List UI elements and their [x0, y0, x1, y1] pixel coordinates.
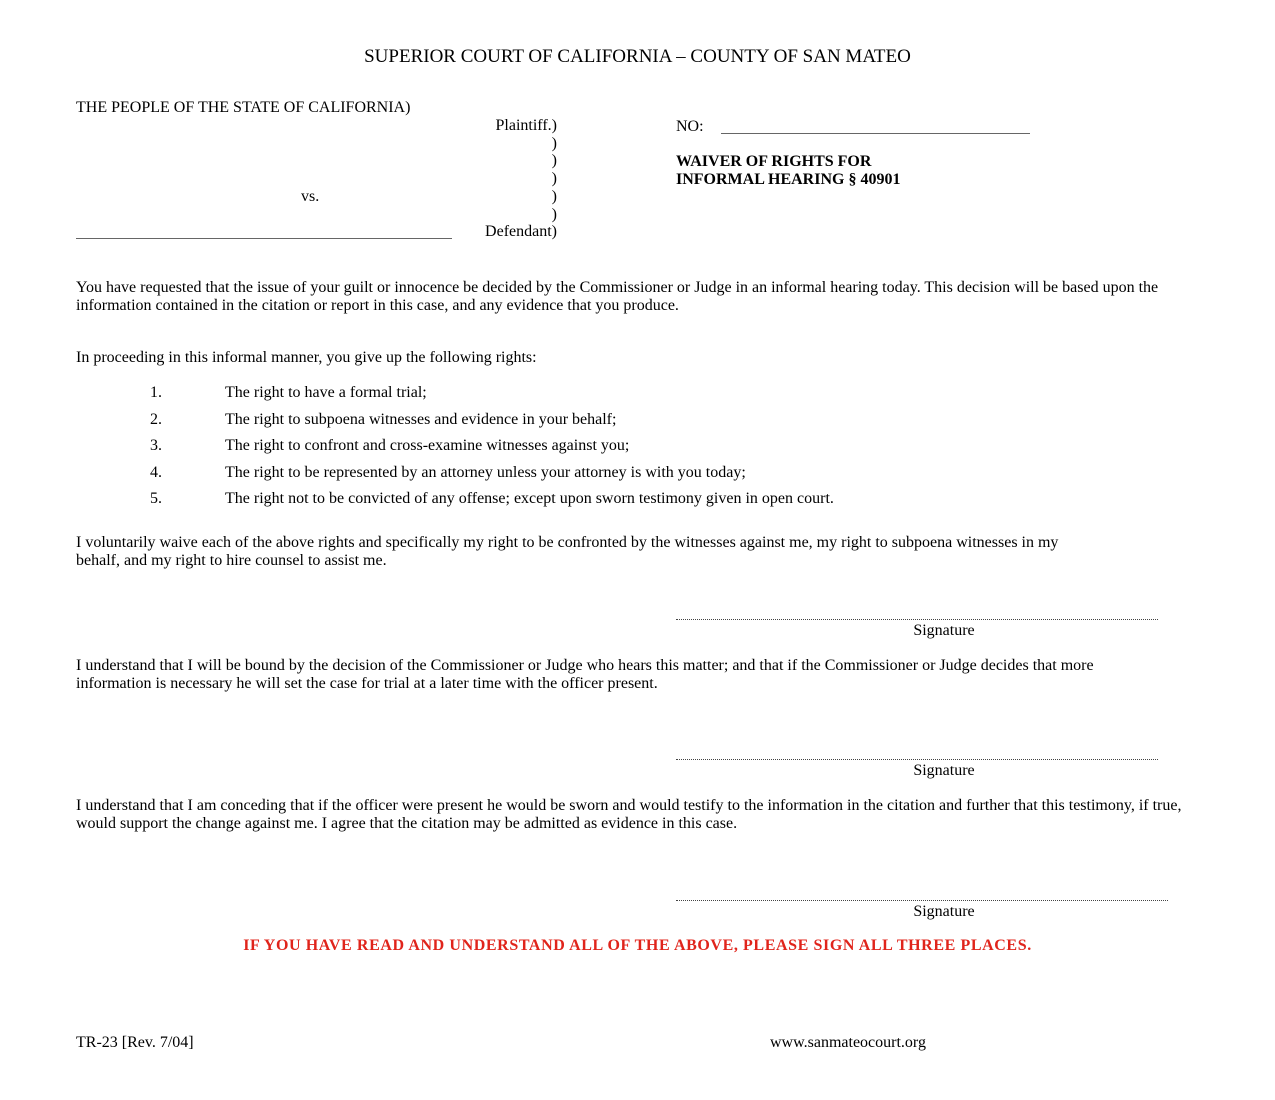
- case-number-line[interactable]: [721, 133, 1030, 134]
- signature-line-1[interactable]: [676, 619, 1158, 620]
- defendant-label: Defendant): [485, 223, 557, 240]
- defendant-name-line[interactable]: [76, 238, 452, 239]
- right-text: The right to confront and cross-examine witnesses against you;: [225, 437, 630, 454]
- plaintiff-name: THE PEOPLE OF THE STATE OF CALIFORNIA): [76, 99, 411, 116]
- right-text: The right to be represented by an attorney unless your attorney is with you today;: [225, 463, 746, 481]
- list-item: [150, 437, 834, 464]
- form-title-line1: WAIVER OF RIGHTS FOR: [676, 153, 872, 170]
- caption-paren: ): [551, 152, 557, 169]
- signature-label-3: Signature: [913, 903, 975, 920]
- list-item: [150, 490, 834, 517]
- right-text: The right not to be convicted of any offense; except upon sworn testimony given in open court.: [225, 490, 834, 507]
- case-number-label: NO:: [676, 118, 704, 135]
- signature-label-1: Signature: [913, 622, 975, 639]
- signature-line-2[interactable]: [676, 759, 1158, 760]
- rights-list: [150, 384, 834, 517]
- form-title-line2: INFORMAL HEARING § 40901: [676, 171, 901, 188]
- caption-paren: ): [551, 188, 557, 205]
- intro-paragraph: You have requested that the issue of your guilt or innocence be decided by the Commissioner or Judge in an informal hearing today. This decision will be based upon the information contained in the citation or report in this case, and any evidence that you produce.: [76, 279, 1159, 314]
- signature-line-3[interactable]: [676, 900, 1168, 901]
- waiver-paragraph: I voluntarily waive each of the above rights and specifically my right to be confronted by the witnesses against me, my right to subpoena witnesses in my behalf, and my right to hire counsel to assist me.: [76, 534, 1059, 569]
- conceding-paragraph: I understand that I am conceding that if the officer were present he would be sworn and would testify to the information in the citation and further that this testimony, if true, would support the change against me. I agree that the citation may be admitted as evidence in this case.: [76, 797, 1182, 832]
- bound-paragraph: I understand that I will be bound by the decision of the Commissioner or Judge who hears this matter; and that if the Commissioner or Judge decides that more information is necessary he will set the case for trial at a later time with the officer present.: [76, 657, 1094, 692]
- proceeding-paragraph: In proceeding in this informal manner, you give up the following rights:: [76, 349, 537, 366]
- right-number: 1.: [150, 384, 162, 401]
- court-website-link[interactable]: www.sanmateocourt.org: [770, 1034, 926, 1051]
- right-text: The right to subpoena witnesses and evidence in your behalf;: [225, 410, 617, 428]
- list-item: [150, 411, 834, 438]
- right-number: 4.: [150, 463, 162, 481]
- right-number: 3.: [150, 437, 162, 454]
- right-number: 5.: [150, 490, 162, 507]
- versus-label: vs.: [301, 188, 320, 205]
- court-title: SUPERIOR COURT OF CALIFORNIA – COUNTY OF SAN MATEO: [364, 46, 911, 67]
- list-item: [150, 384, 834, 411]
- right-text: The right to have a formal trial;: [225, 384, 427, 401]
- caption-paren: ): [551, 135, 557, 152]
- caption-paren: ): [551, 170, 557, 187]
- list-item: [150, 464, 834, 491]
- signature-label-2: Signature: [913, 762, 975, 779]
- right-number: 2.: [150, 410, 162, 428]
- sign-warning: IF YOU HAVE READ AND UNDERSTAND ALL OF THE ABOVE, PLEASE SIGN ALL THREE PLACES.: [243, 937, 1032, 954]
- caption-paren: ): [551, 206, 557, 223]
- form-number: TR-23 [Rev. 7/04]: [76, 1034, 194, 1051]
- plaintiff-label: Plaintiff.): [495, 117, 557, 134]
